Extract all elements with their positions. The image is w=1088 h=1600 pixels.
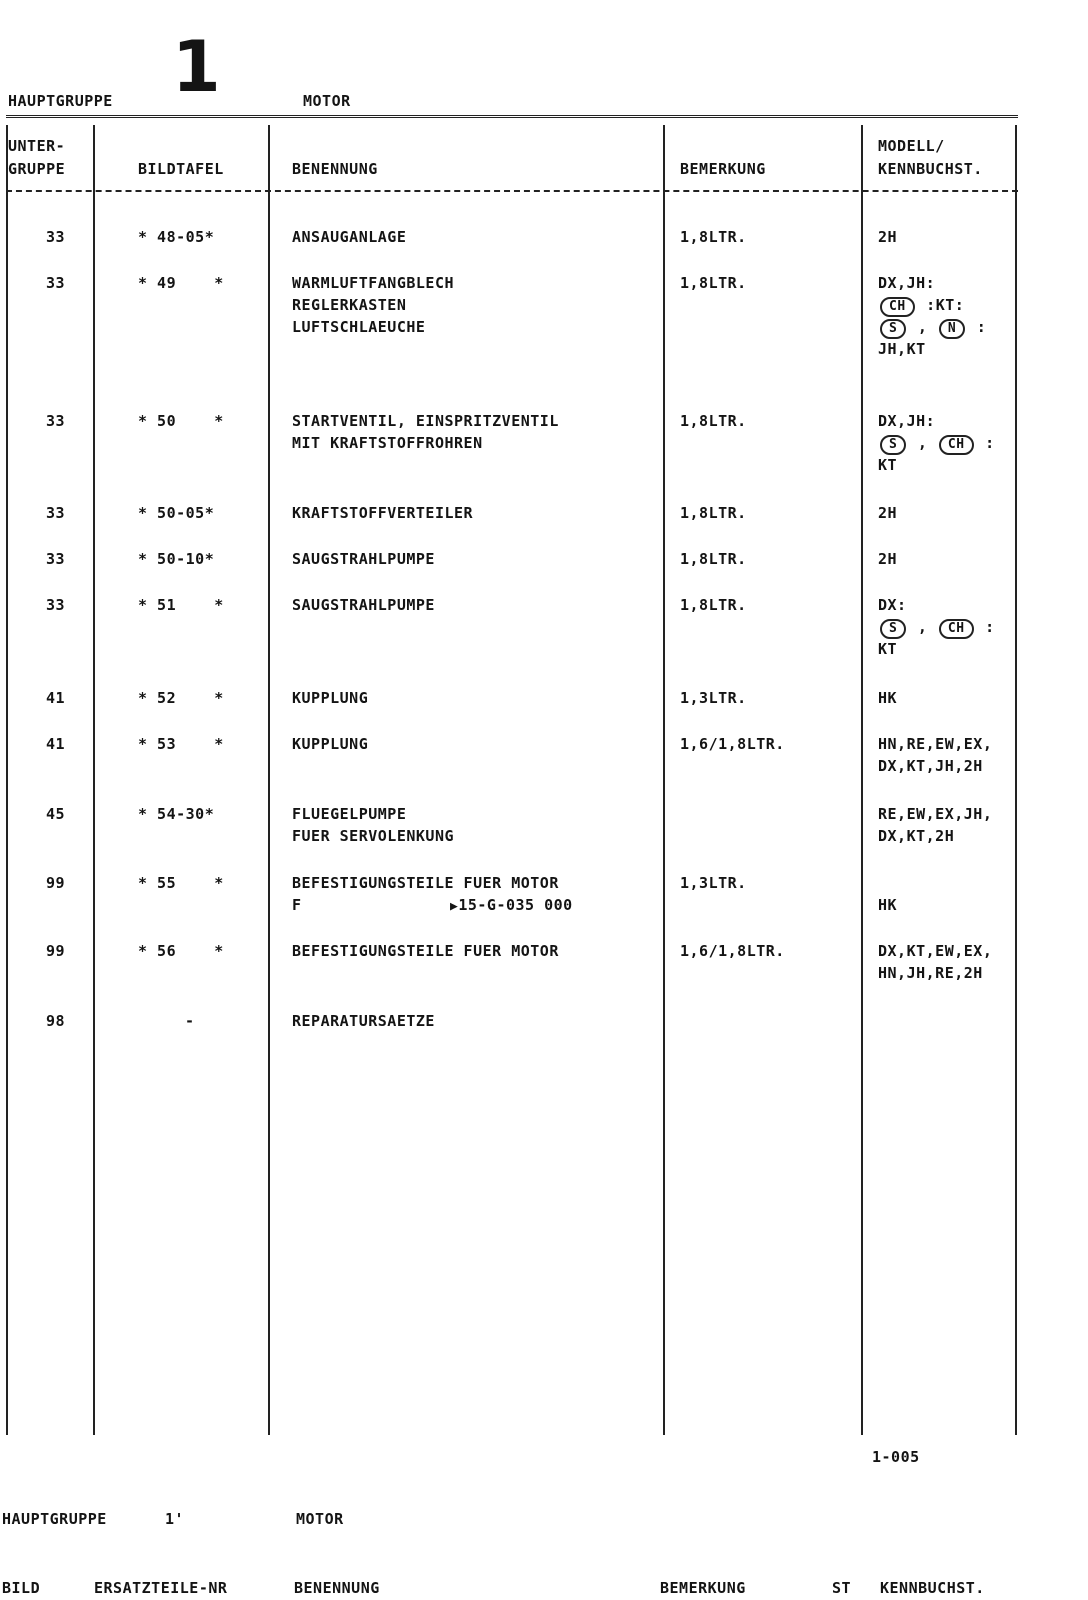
footer-col-bild: BILD [2, 1579, 41, 1597]
bildtafel-cell: - [185, 1012, 195, 1030]
group-label: HAUPTGRUPPE [8, 92, 113, 110]
untergruppe-cell: 33 [46, 274, 66, 292]
bemerkung-cell: 1,8LTR. [680, 550, 747, 568]
bildtafel-cell: * 56 * [138, 942, 224, 960]
header-dashed-rule [6, 190, 1018, 192]
benennung-cell: SAUGSTRAHLPUMPE [292, 596, 435, 614]
page-number: 1-005 [872, 1448, 920, 1466]
bemerkung-cell: 1,8LTR. [680, 504, 747, 522]
col-divider-2 [268, 125, 270, 1435]
modell-cell: CH :KT: [878, 294, 964, 317]
bildtafel-cell: * 50-05* [138, 504, 215, 522]
untergruppe-cell: 33 [46, 412, 66, 430]
modell-cell: DX,JH: [878, 274, 936, 292]
group-name: MOTOR [303, 92, 351, 110]
bemerkung-cell: 1,3LTR. [680, 874, 747, 892]
modell-cell: HK [878, 689, 898, 707]
modell-cell: JH,KT [878, 340, 926, 358]
footer-col-bemerkung: BEMERKUNG [660, 1579, 746, 1597]
circled-country-code: CH [880, 297, 915, 317]
untergruppe-cell: 33 [46, 550, 66, 568]
modell-cell: S , CH : [878, 616, 995, 639]
bemerkung-cell: 1,8LTR. [680, 412, 747, 430]
benennung-cell: REPARATURSAETZE [292, 1012, 435, 1030]
col-modell-line2: KENNBUCHST. [878, 160, 983, 178]
circled-country-code: CH [939, 435, 974, 455]
modell-cell: HN,JH,RE,2H [878, 964, 983, 982]
bemerkung-cell: 1,3LTR. [680, 689, 747, 707]
header-double-rule [6, 115, 1018, 118]
modell-cell: 2H [878, 228, 898, 246]
footer-col-kennbuchst: KENNBUCHST. [880, 1579, 985, 1597]
col-divider-right [1015, 125, 1017, 1435]
col-bemerkung: BEMERKUNG [680, 160, 766, 178]
footer-group-number: 1' [165, 1510, 185, 1528]
modell-cell: KT [878, 456, 898, 474]
benennung-cell: MIT KRAFTSTOFFROHREN [292, 434, 483, 452]
footer-col-ersatzteile: ERSATZTEILE-NR [94, 1579, 228, 1597]
col-benennung: BENENNUNG [292, 160, 378, 178]
benennung-cell: FLUEGELPUMPE [292, 805, 407, 823]
col-untergruppe-line2: GRUPPE [8, 160, 66, 178]
untergruppe-cell: 33 [46, 228, 66, 246]
arrow-right-icon: ▶ [450, 899, 459, 914]
footer-col-benennung: BENENNUNG [294, 1579, 380, 1597]
bildtafel-cell: * 48-05* [138, 228, 215, 246]
circled-country-code: S [880, 435, 906, 455]
circled-country-code: CH [939, 619, 974, 639]
circled-country-code: S [880, 319, 906, 339]
benennung-cell: LUFTSCHLAEUCHE [292, 318, 426, 336]
modell-cell: DX,JH: [878, 412, 936, 430]
untergruppe-cell: 41 [46, 689, 66, 707]
benennung-cell: BEFESTIGUNGSTEILE FUER MOTOR [292, 874, 559, 892]
bildtafel-cell: * 50-10* [138, 550, 215, 568]
bemerkung-cell: 1,8LTR. [680, 274, 747, 292]
modell-cell: S , CH : [878, 432, 995, 455]
cross-reference [450, 894, 573, 918]
col-divider-left [6, 125, 8, 1435]
benennung-cell: KUPPLUNG [292, 735, 369, 753]
bildtafel-cell: * 52 * [138, 689, 224, 707]
bemerkung-cell: 1,6/1,8LTR. [680, 942, 785, 960]
modell-cell: 2H [878, 550, 898, 568]
modell-cell: HN,RE,EW,EX, [878, 735, 993, 753]
benennung-cell: KUPPLUNG [292, 689, 369, 707]
benennung-cell: BEFESTIGUNGSTEILE FUER MOTOR [292, 942, 559, 960]
untergruppe-cell: 99 [46, 874, 66, 892]
bemerkung-cell: 1,6/1,8LTR. [680, 735, 785, 753]
footer-col-st: ST [832, 1579, 852, 1597]
benennung-cell: F [292, 896, 302, 914]
benennung-cell: KRAFTSTOFFVERTEILER [292, 504, 474, 522]
bemerkung-cell: 1,8LTR. [680, 596, 747, 614]
modell-cell: KT [878, 640, 898, 658]
benennung-cell: STARTVENTIL, EINSPRITZVENTIL [292, 412, 559, 430]
bildtafel-cell: * 53 * [138, 735, 224, 753]
modell-cell: HK [878, 896, 898, 914]
col-divider-1 [93, 125, 95, 1435]
bildtafel-cell: * 51 * [138, 596, 224, 614]
untergruppe-cell: 33 [46, 596, 66, 614]
col-divider-3 [663, 125, 665, 1435]
modell-cell: DX,KT,JH,2H [878, 757, 983, 775]
modell-cell: RE,EW,EX,JH, [878, 805, 993, 823]
bildtafel-cell: * 55 * [138, 874, 224, 892]
col-divider-4 [861, 125, 863, 1435]
bildtafel-cell: * 49 * [138, 274, 224, 292]
modell-cell: DX,KT,2H [878, 827, 955, 845]
col-untergruppe-line1: UNTER- [8, 137, 66, 155]
benennung-cell: WARMLUFTFANGBLECH [292, 274, 455, 292]
circled-country-code: N [939, 319, 965, 339]
benennung-cell: REGLERKASTEN [292, 296, 407, 314]
untergruppe-cell: 99 [46, 942, 66, 960]
modell-cell: DX: [878, 596, 907, 614]
circled-country-code: S [880, 619, 906, 639]
benennung-cell: ANSAUGANLAGE [292, 228, 407, 246]
col-modell-line1: MODELL/ [878, 137, 945, 155]
benennung-cell: FUER SERVOLENKUNG [292, 827, 455, 845]
bildtafel-cell: * 54-30* [138, 805, 215, 823]
untergruppe-cell: 98 [46, 1012, 66, 1030]
footer-group-name: MOTOR [296, 1510, 344, 1528]
col-bildtafel: BILDTAFEL [138, 160, 224, 178]
benennung-cell: SAUGSTRAHLPUMPE [292, 550, 435, 568]
untergruppe-cell: 41 [46, 735, 66, 753]
untergruppe-cell: 33 [46, 504, 66, 522]
cross-reference-number: 15-G-035 000 [458, 896, 573, 914]
bildtafel-cell: * 50 * [138, 412, 224, 430]
modell-cell: S , N : [878, 316, 986, 339]
untergruppe-cell: 45 [46, 805, 66, 823]
footer-group-label: HAUPTGRUPPE [2, 1510, 107, 1528]
modell-cell: 2H [878, 504, 898, 522]
bemerkung-cell: 1,8LTR. [680, 228, 747, 246]
modell-cell: DX,KT,EW,EX, [878, 942, 993, 960]
group-number-large: 1 [172, 26, 221, 108]
